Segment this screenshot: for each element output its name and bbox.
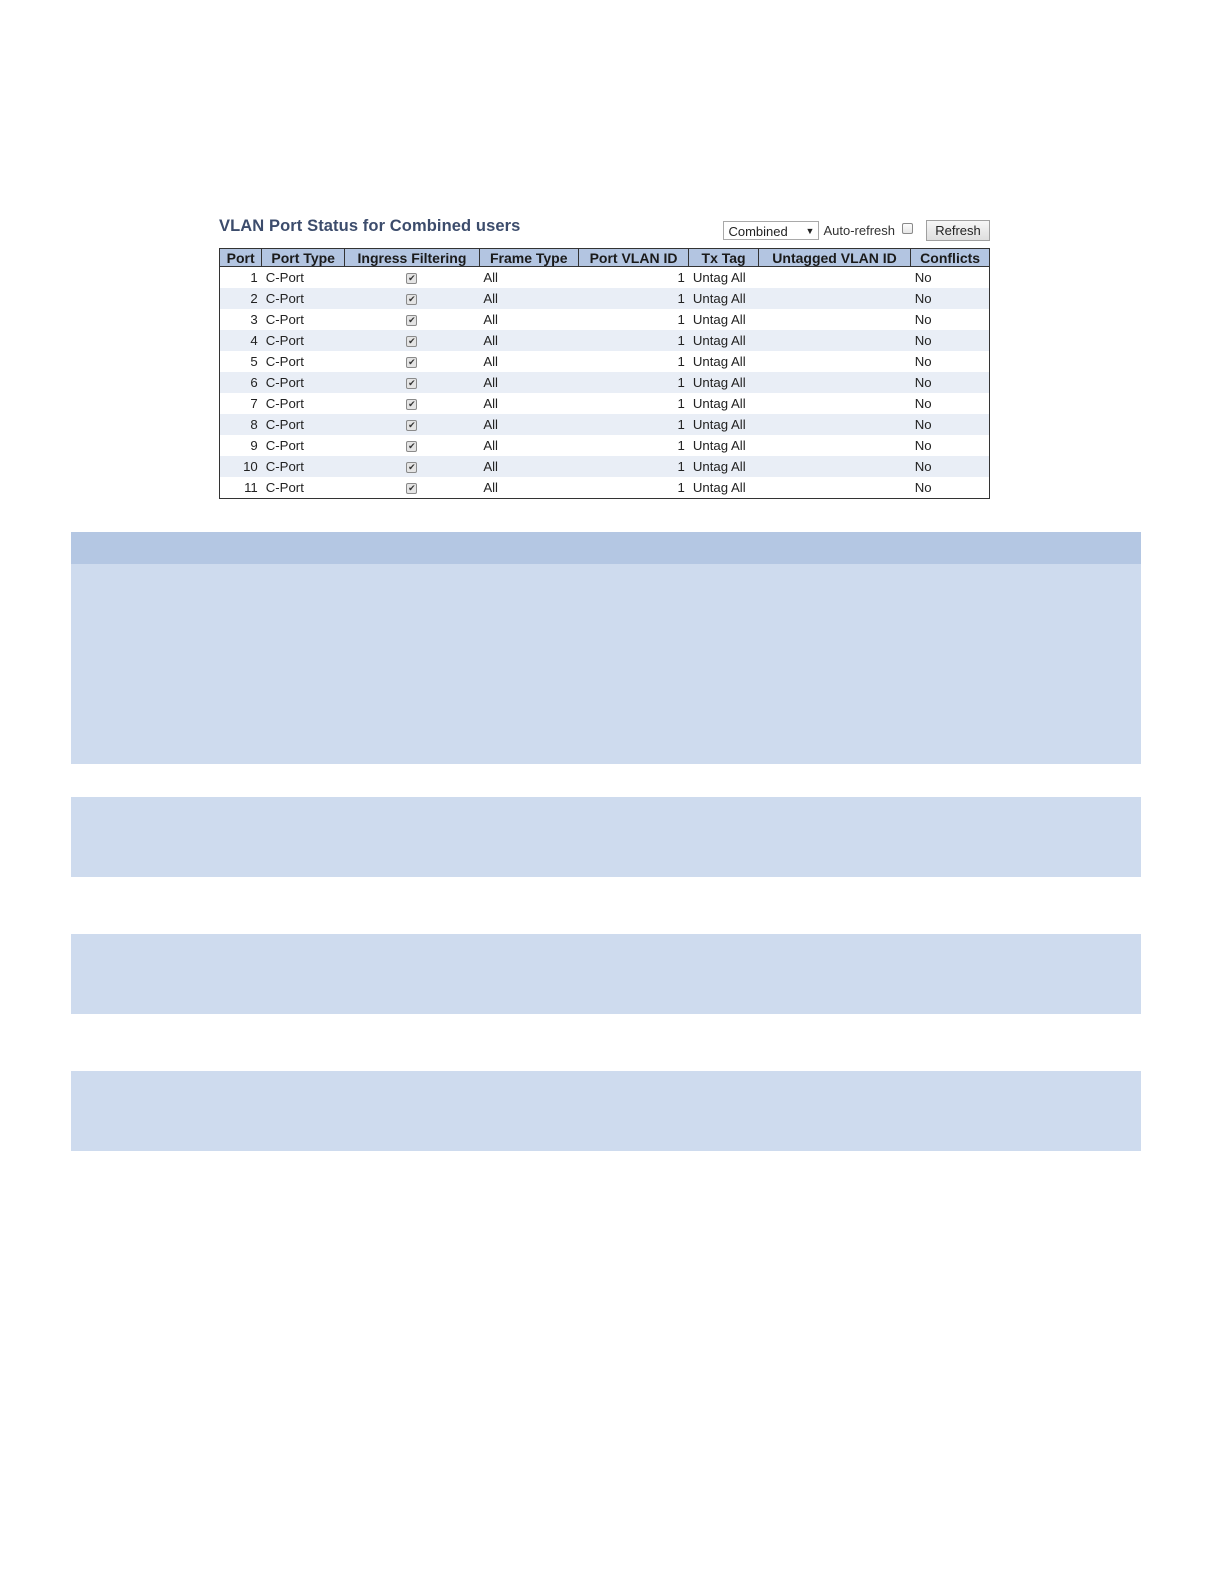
col-ingress-filtering: Ingress Filtering xyxy=(345,249,480,267)
cell-conflicts: No xyxy=(911,288,990,309)
cell-ingress-filtering xyxy=(345,435,480,456)
cell-tx-tag: Untag All xyxy=(689,456,758,477)
cell-untagged-vlan-id xyxy=(758,309,910,330)
check-icon: ✔ xyxy=(408,483,416,494)
cell-tx-tag: Untag All xyxy=(689,414,758,435)
cell-port-vlan-id: 1 xyxy=(578,414,689,435)
cell-untagged-vlan-id xyxy=(758,267,910,289)
col-tx-tag: Tx Tag xyxy=(689,249,758,267)
cell-frame-type: All xyxy=(479,393,578,414)
cell-ingress-filtering xyxy=(345,309,480,330)
cell-tx-tag: Untag All xyxy=(689,477,758,499)
cell-untagged-vlan-id xyxy=(758,456,910,477)
cell-port-type: C-Port xyxy=(262,309,345,330)
refresh-button[interactable]: Refresh xyxy=(926,220,990,241)
cell-port-vlan-id: 1 xyxy=(578,393,689,414)
table-body xyxy=(220,267,990,499)
cell-frame-type: All xyxy=(479,267,578,289)
cell-ingress-filtering xyxy=(345,288,480,309)
cell-port-vlan-id: 1 xyxy=(578,309,689,330)
page-title: VLAN Port Status for Combined users xyxy=(219,217,521,235)
title-row xyxy=(219,214,990,248)
cell-untagged-vlan-id xyxy=(758,351,910,372)
check-icon: ✔ xyxy=(408,336,416,347)
cell-conflicts: No xyxy=(911,393,990,414)
cell-port-vlan-id: 1 xyxy=(578,372,689,393)
cell-port: 8 xyxy=(220,414,262,435)
cell-tx-tag: Untag All xyxy=(689,393,758,414)
cell-port-type: C-Port xyxy=(262,288,345,309)
cell-port: 9 xyxy=(220,435,262,456)
cell-port-type: C-Port xyxy=(262,372,345,393)
cell-ingress-filtering xyxy=(345,372,480,393)
cell-conflicts: No xyxy=(911,330,990,351)
cell-untagged-vlan-id xyxy=(758,435,910,456)
check-icon: ✔ xyxy=(408,294,416,305)
cell-port-vlan-id: 1 xyxy=(578,330,689,351)
info-band-2 xyxy=(71,797,1141,877)
cell-conflicts: No xyxy=(911,372,990,393)
cell-frame-type: All xyxy=(479,414,578,435)
cell-frame-type: All xyxy=(479,309,578,330)
cell-tx-tag: Untag All xyxy=(689,351,758,372)
cell-untagged-vlan-id xyxy=(758,330,910,351)
cell-untagged-vlan-id xyxy=(758,393,910,414)
cell-conflicts: No xyxy=(911,351,990,372)
vlan-port-status-panel xyxy=(219,214,990,499)
cell-port-vlan-id: 1 xyxy=(578,456,689,477)
cell-untagged-vlan-id xyxy=(758,414,910,435)
cell-frame-type: All xyxy=(479,288,578,309)
cell-port-vlan-id: 1 xyxy=(578,477,689,499)
cell-untagged-vlan-id xyxy=(758,288,910,309)
cell-port: 1 xyxy=(220,267,262,289)
col-port: Port xyxy=(220,249,262,267)
user-select[interactable] xyxy=(723,221,819,240)
cell-tx-tag: Untag All xyxy=(689,372,758,393)
cell-port: 7 xyxy=(220,393,262,414)
check-icon: ✔ xyxy=(408,399,416,410)
info-band-3 xyxy=(71,934,1141,1014)
cell-port-type: C-Port xyxy=(262,477,345,499)
cell-frame-type: All xyxy=(479,330,578,351)
cell-frame-type: All xyxy=(479,456,578,477)
cell-untagged-vlan-id xyxy=(758,372,910,393)
table-row xyxy=(220,477,990,499)
cell-tx-tag: Untag All xyxy=(689,435,758,456)
cell-port: 11 xyxy=(220,477,262,499)
cell-port-type: C-Port xyxy=(262,456,345,477)
table-row xyxy=(220,414,990,435)
cell-port-vlan-id: 1 xyxy=(578,267,689,289)
table-row xyxy=(220,456,990,477)
cell-port-vlan-id: 1 xyxy=(578,351,689,372)
cell-untagged-vlan-id xyxy=(758,477,910,499)
auto-refresh-checkbox[interactable] xyxy=(902,223,913,234)
cell-frame-type: All xyxy=(479,477,578,499)
cell-port: 5 xyxy=(220,351,262,372)
table-row xyxy=(220,309,990,330)
info-band-1 xyxy=(71,564,1141,764)
cell-conflicts: No xyxy=(911,435,990,456)
table-row xyxy=(220,393,990,414)
check-icon: ✔ xyxy=(408,441,416,452)
cell-conflicts: No xyxy=(911,414,990,435)
cell-tx-tag: Untag All xyxy=(689,267,758,289)
col-untagged-vlan-id: Untagged VLAN ID xyxy=(758,249,910,267)
cell-port-type: C-Port xyxy=(262,414,345,435)
cell-ingress-filtering xyxy=(345,414,480,435)
cell-frame-type: All xyxy=(479,372,578,393)
cell-ingress-filtering xyxy=(345,267,480,289)
check-icon: ✔ xyxy=(408,420,416,431)
cell-conflicts: No xyxy=(911,477,990,499)
cell-port-type: C-Port xyxy=(262,330,345,351)
info-band-header xyxy=(71,532,1141,564)
cell-port: 2 xyxy=(220,288,262,309)
cell-ingress-filtering xyxy=(345,330,480,351)
user-select-value: Combined xyxy=(728,224,788,239)
col-port-type: Port Type xyxy=(262,249,345,267)
table-row xyxy=(220,267,990,289)
info-band-4 xyxy=(71,1071,1141,1151)
cell-ingress-filtering xyxy=(345,393,480,414)
cell-ingress-filtering xyxy=(345,351,480,372)
check-icon: ✔ xyxy=(408,462,416,473)
cell-port-type: C-Port xyxy=(262,435,345,456)
check-icon: ✔ xyxy=(408,315,416,326)
cell-port-type: C-Port xyxy=(262,351,345,372)
cell-ingress-filtering xyxy=(345,456,480,477)
vlan-port-status-table xyxy=(219,248,990,499)
cell-frame-type: All xyxy=(479,351,578,372)
table-row xyxy=(220,330,990,351)
col-port-vlan-id: Port VLAN ID xyxy=(578,249,689,267)
check-icon: ✔ xyxy=(408,357,416,368)
cell-conflicts: No xyxy=(911,456,990,477)
toolbar xyxy=(723,220,990,241)
col-conflicts: Conflicts xyxy=(911,249,990,267)
table-row xyxy=(220,288,990,309)
chevron-down-icon: ▼ xyxy=(805,226,815,236)
cell-tx-tag: Untag All xyxy=(689,288,758,309)
cell-conflicts: No xyxy=(911,267,990,289)
cell-port-type: C-Port xyxy=(262,393,345,414)
check-icon: ✔ xyxy=(408,378,416,389)
cell-port-type: C-Port xyxy=(262,267,345,289)
cell-frame-type: All xyxy=(479,435,578,456)
table-row xyxy=(220,351,990,372)
col-frame-type: Frame Type xyxy=(479,249,578,267)
cell-port: 6 xyxy=(220,372,262,393)
cell-tx-tag: Untag All xyxy=(689,330,758,351)
auto-refresh-label: Auto-refresh xyxy=(823,223,895,238)
check-icon: ✔ xyxy=(408,273,416,284)
table-row xyxy=(220,435,990,456)
table-row xyxy=(220,372,990,393)
cell-conflicts: No xyxy=(911,309,990,330)
cell-port-vlan-id: 1 xyxy=(578,288,689,309)
cell-ingress-filtering xyxy=(345,477,480,499)
cell-port: 10 xyxy=(220,456,262,477)
cell-port: 4 xyxy=(220,330,262,351)
table-header-row xyxy=(220,249,990,267)
cell-port-vlan-id: 1 xyxy=(578,435,689,456)
cell-port: 3 xyxy=(220,309,262,330)
cell-tx-tag: Untag All xyxy=(689,309,758,330)
